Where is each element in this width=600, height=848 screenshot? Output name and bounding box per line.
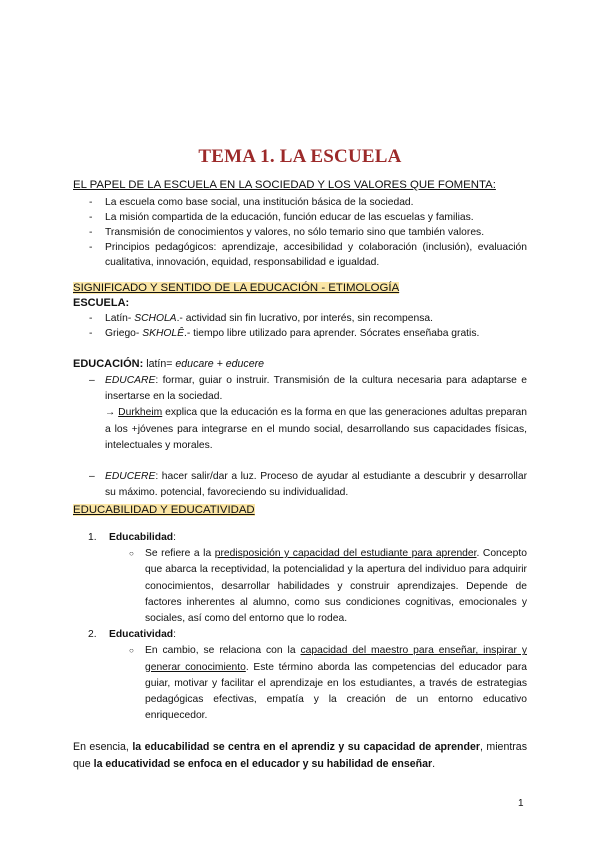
numbered-item-educatividad: 2. Educatividad: [88,629,176,641]
summary-paragraph: En esencia, la educabilidad se centra en el aprendiz y su capacidad de aprender, mientras que la educatividad se enfoca en el educador y su habilidad de enseñar. [73,741,527,771]
page-number: 1 [518,798,524,809]
sub-bullet: ○ En cambio, se relaciona con la capacidad del maestro para enseñar, inspirar y generar conocimiento. Este término aborda las competencias del educador para guiar, motivar y facilitar el aprendizaje en los estudiantes, a través de estrategias pedagógicas efectivas, empatía y la creación de un entorno educativo enriquecedor. [129,645,527,722]
list-item: - La misión compartida de la educación, función educar de las escuelas y familias. [73,210,527,225]
list-item: - La escuela como base social, una institución básica de la sociedad. [73,195,527,210]
section-role-of-school [73,178,527,270]
list-item: - Transmisión de conocimientos y valores, no sólo temario sino que también valores. [73,225,527,240]
durkheim-name: Durkheim [118,407,163,419]
escuela-label: ESCUELA: [73,297,130,309]
numbered-item-educabilidad: 1. Educabilidad: [88,532,176,543]
escuela-list [73,311,527,341]
section-heading: EDUCABILIDAD Y EDUCATIVIDAD [73,504,255,516]
section-heading: EL PAPEL DE LA ESCUELA EN LA SOCIEDAD Y LOS VALORES QUE FOMENTA: [73,179,496,191]
section-educability [73,503,527,773]
educacion-line: EDUCACIÓN: latín= educare + educere [73,358,265,370]
educare-item: – EDUCARE: formar, guiar o instruir. Transmisión de la cultura necesaria para adaptarse e insertarse en la sociedad. → Durkheim explica que la educación es la forma en que las generaciones adultas preparan a los +jóvenes para integrarse en el mundo social, desarrollando sus capacidades físicas, intelectuales y morales. [89,375,527,451]
section-heading [73,281,527,296]
bullet-list [73,195,527,270]
list-item: - Principios pedagógicos: aprendizaje, accesibilidad y colaboración (inclusión), evaluación cualitativa, innovación, equidad, responsabilidad e igualdad. [73,240,527,270]
sub-bullet: ○ Se refiere a la predisposición y capacidad del estudiante para aprender. Concepto que abarca la receptividad, la potencialidad y la apertura del individuo para adquirir conocimientos, desarrollar habilidades y construir aprendizajes. Depende de factores inherentes al alumno, como sus condiciones cognitivas, emocionales y sociales, así como del entorno que lo rodea. [129,548,527,625]
educere-item: – EDUCERE: hacer salir/dar a luz. Proceso de ayudar al estudiante a descubrir y desarrollar su máximo. potencial, favoreciendo su individualidad. [89,471,527,499]
highlighted-heading: SIGNIFICADO Y SENTIDO DE LA EDUCACIÓN - ETIMOLOGÍA [73,282,400,294]
list-item: - Griego- SKHOLÊ.- tiempo libre utilizado para aprender. Sócrates enseñaba gratis. [73,326,527,341]
section-etymology [73,281,527,501]
page-title: TEMA 1. LA ESCUELA [198,146,402,167]
list-item: - Latín- SCHOLA.- actividad sin fin lucrativo, por interés, sin recompensa. [73,311,527,326]
